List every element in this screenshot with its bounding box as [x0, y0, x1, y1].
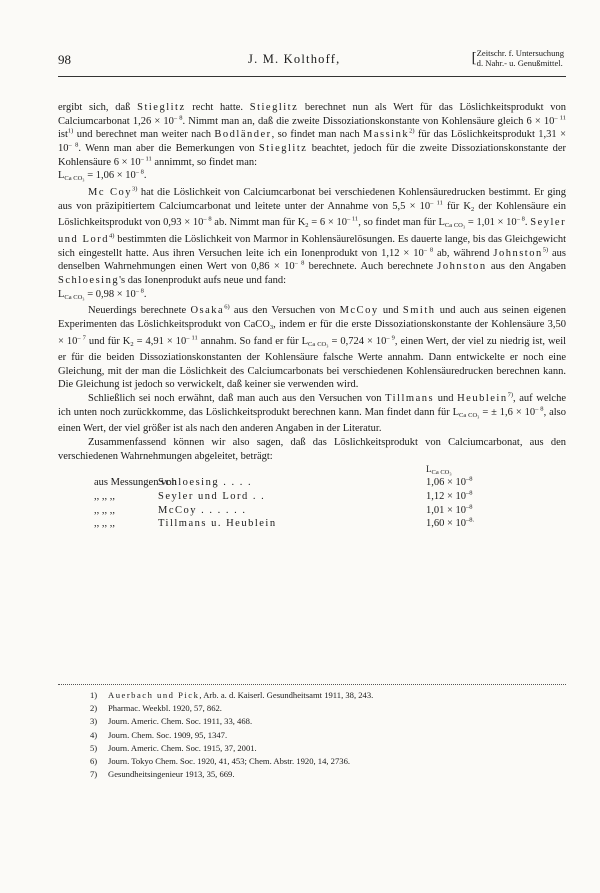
formula-1: $L_{Ca CO_3} = 1,06 \times 10^{- 8}$. [58, 168, 147, 183]
paragraph-3: Neuerdings berechnete Osaka$^{6)}$ aus den Versuchen von McCoy und Smith und auch aus seinen eigenen Experimenten das Löslichkeitsprodukt von CaCO$_3$, indem er für die erste Dissoziationskonstante der Kohlensäure $3,50 \times 10^{- 7}$ und für $K_2 = 4,91 \times 10^{- 11}$ annahm. So fand er für $L_{Ca CO_3} = 0,724 \times 10^{- 9}$, einen Wert, der viel zu niedrig ist, weil er für die beiden Dissoziationskonstanten der Kohlensäure falsche Werte annahm. Dann entwickelte er noch eine Gleichung, mit der man die Löslichkeit des Calciumcarbonats bei verschiedenen Kohlensäuredrucken berechnen kann. Die Gleichung ist jedoch so verwickelt, daß keiner sie verwenden wird. [58, 303, 567, 391]
solubility-table [58, 463, 566, 531]
footnote-ref: 7) [507, 391, 513, 399]
journal-bracket-icon: [ [471, 50, 477, 66]
footnote-item: 5) Journ. Americ. Chem. Soc. 1915, 37, 2001. [90, 742, 257, 753]
running-author: J. M. Kolthoff, [248, 52, 341, 66]
footnote-item: 4) Journ. Chem. Soc. 1909, 95, 1347. [90, 729, 228, 740]
header-rule [58, 76, 566, 77]
footnote-ref: 1) [67, 127, 74, 135]
table-row: aus Messungen von Schloesing . . . . $1,06 \times 10^{-8}$ [94, 475, 473, 489]
journal-line-1: Zeitschr. f. Untersuchung [476, 48, 564, 58]
footnote-ref: 5) [542, 246, 549, 254]
paragraph-4: Schließlich sei noch erwähnt, daß man auch aus den Versuchen von Tillmans und Heublein$^{7)}$, auf welche ich unten noch zurückkomme, das Löslichkeitsprodukt berechnen kann. Man findet dann für $L_{Ca CO_3}$ = ± $1,6 \times 10^{- 8}$, also einen Wert, der viel größer ist als nach den anderen Angaben in der Literatur. [58, 391, 567, 435]
running-header [58, 48, 566, 74]
paragraph-1: ergibt sich, daß Stieglitz recht hatte. Stieglitz berechnet nun als Wert für das Löslichkeitsprodukt von Calciumcarbonat $1,26 \times 10^{- 8}$. Nimmt man an, daß die zweite Dissoziationskonstante von Kohlensäure gleich $6 \times 10^{- 11}$ ist$^{1)}$ und berechnet man weiter nach Bodländer, so findet man nach Massink$^{2)}$ für das Löslichkeitsprodukt $1,31 \times 10^{- 8}$. Wenn man aber die Bemerkungen von Stieglitz beachtet, jedoch für die zweite Dissoziationskonstante der Kohlensäure $6 \times 10^{- 11}$ annimmt, so findet man: [58, 102, 567, 168]
footnote-item: 6) Journ. Tokyo Chem. Soc. 1920, 41, 453; Chem. Abstr. 1920, 14, 2736. [90, 756, 351, 767]
footnote-item: 3) Journ. Americ. Chem. Soc. 1911, 33, 468. [90, 716, 253, 727]
table-row: ,, ,, ,, Tillmans u. Heublein $1,60 \times 10^{-8.}$ [94, 516, 475, 530]
page-number: 98 [58, 52, 71, 67]
paragraph-5: Zusammenfassend können wir also sagen, daß das Löslichkeitsprodukt von Calciumcarbonat, aus den verschiedenen Wahrnehmungen abgeleitet, beträgt: [58, 437, 566, 462]
table-header: $L_{Ca CO_3}$ [426, 464, 452, 477]
paragraph-2: Mc Coy$^{3)}$ hat die Löslichkeit von Calciumcarbonat bei verschiedenen Kohlensäuredrucken bestimmt. Er ging aus von präzipitiertem Calciumcarbonat und leitete unter der Annahme von $5,5 \times 10^{- 11}$ für $K_2$ der Kohlensäure ein Löslichkeitsprodukt von $0,93 \times 10^{- 8}$ ab. Nimmt man für $K_2 = 6 \times 10^{- 11}$, so findet man für $L_{Ca CO_3} = 1,01 \times 10^{- 8}$. Seyler und Lord$^{4)}$ bestimmten die Löslichkeit von Marmor in Kohlensäurelösungen. Es dauerte lange, bis das Gleichgewicht sich eingestellt hatte. Aus ihren Versuchen leite ich ein Ionenprodukt von $1,12 \times 10^{- 8}$ ab, während Johnston$^{5)}$ aus denselben Wahrnehmungen einen Wert von $0,86 \times 10^{- 8}$ berechnete. Auch berechnete Johnston aus den Angaben Schloesing's das Ionenprodukt aufs neue und fand: [58, 185, 567, 286]
formula-2: $L_{Ca CO_3} = 0,98 \times 10^{- 8}$. [58, 287, 147, 301]
footnotes [90, 689, 560, 781]
footnote-rule [58, 684, 566, 685]
footnote-item: 1) Auerbach und Pick, Arb. a. d. Kaiserl. Gesundheitsamt 1911, 38, 243. [90, 690, 374, 700]
table-row: ,, ,, ,, McCoy . . . . . . $1,01 \times 10^{-8}$ [94, 503, 473, 516]
footnote-ref: 4) [108, 232, 115, 240]
footnote-ref: 6) [224, 303, 230, 311]
footnote-item: 7) Gesundheitsingenieur 1913, 35, 669. [90, 769, 235, 780]
footnote-item: 2) Pharmac. Weekbl. 1920, 57, 862. [90, 703, 222, 714]
journal-reference [471, 48, 564, 68]
footnote-ref: 2) [409, 127, 415, 135]
footnote-ref: 3) [131, 185, 138, 193]
journal-line-2: d. Nahr.- u. Genußmittel. [476, 58, 563, 68]
table-row: ,, ,, ,, Seyler und Lord . . $1,12 \times 10^{-8}$ [94, 489, 473, 503]
main-text [58, 101, 566, 531]
